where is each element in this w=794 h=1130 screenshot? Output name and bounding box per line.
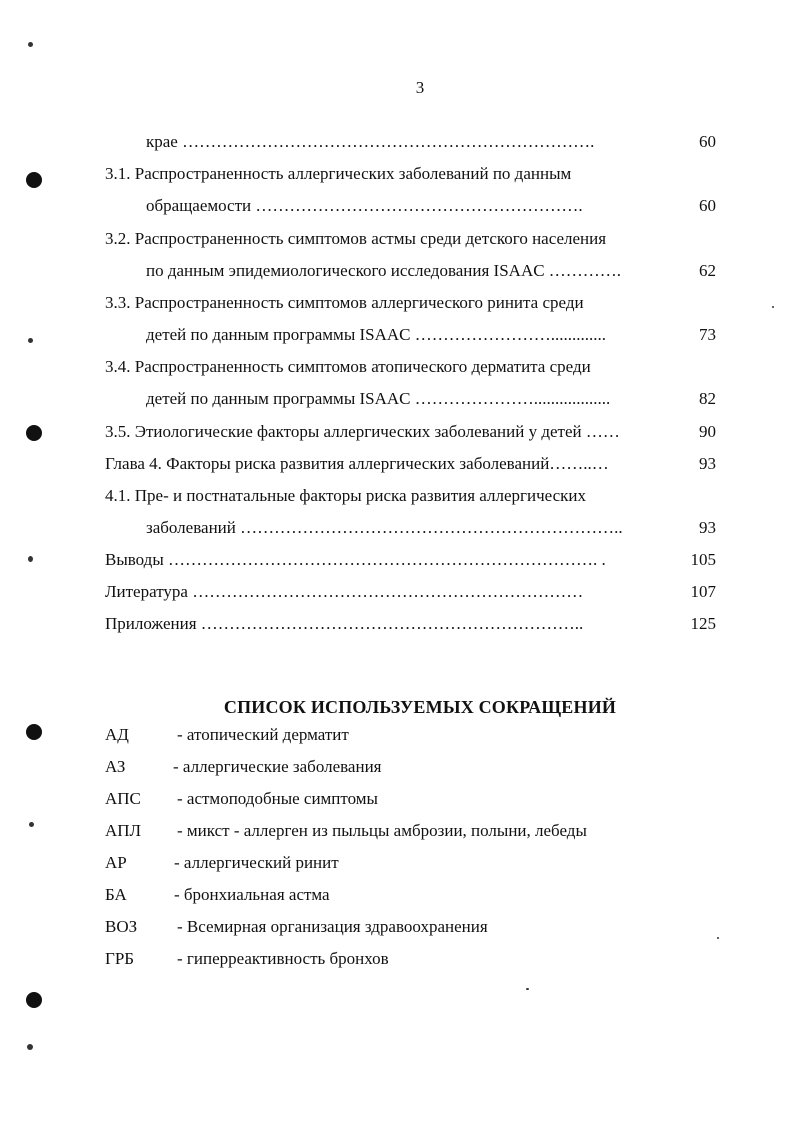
abbreviation-definition: - астмоподобные симптомы [177, 789, 378, 808]
binder-hole [26, 992, 42, 1008]
binder-hole [26, 172, 42, 188]
binder-hole [26, 724, 42, 740]
toc-entry-text: заболеваний ………………………………………………………….. [146, 518, 623, 537]
toc-entry-text: 3.2. Распространенность симптомов астмы среди детского населения [105, 229, 607, 248]
toc-entry-text: Литература …………………………………………………………… [105, 582, 584, 601]
scan-speck [28, 338, 33, 343]
toc-entry-page: 93 [699, 454, 716, 473]
toc-entry-page: 93 [699, 518, 716, 537]
abbreviation-code: АПС [105, 789, 141, 808]
toc-entry-page: 125 [690, 614, 716, 633]
toc-entry-page: 73 [699, 325, 716, 344]
abbreviation-code: АПЛ [105, 821, 142, 840]
abbreviation-definition: - гиперреактивность бронхов [177, 949, 389, 968]
toc-entry-page: 82 [699, 389, 716, 408]
scan-speck [29, 822, 34, 827]
toc-entry-page: 105 [690, 550, 716, 569]
toc-entry-text: 4.1. Пре- и постнатальные факторы риска развития аллергических [105, 486, 587, 505]
toc-entry-page: 90 [699, 422, 716, 441]
toc-entry-page: 107 [690, 582, 716, 601]
toc-entry-text: Приложения ………………………………………………………….. [105, 614, 584, 633]
toc-entry-text: 3.1. Распространенность аллергических заболеваний по данным [105, 164, 572, 183]
toc-entry-text: 3.5. Этиологические факторы аллергических заболеваний у детей …… [105, 422, 620, 441]
abbreviations-title: СПИСОК ИСПОЛЬЗУЕМЫХ СОКРАЩЕНИЙ [223, 697, 617, 717]
toc-entry-text: по данным эпидемиологического исследования ISAAC …………. [146, 261, 622, 280]
toc-entry-text: детей по данным программы ISAAC ……………………............. [146, 325, 606, 344]
scan-speck [28, 556, 33, 562]
page-number: 3 [415, 78, 425, 97]
binder-hole [26, 425, 42, 441]
scan-speck [717, 937, 719, 939]
abbreviation-definition: - бронхиальная астма [174, 885, 330, 904]
toc-entry-text: обращаемости …………………………………………………. [146, 196, 583, 215]
abbreviation-code: АР [105, 853, 127, 872]
abbreviation-definition: - атопический дерматит [177, 725, 349, 744]
scan-speck [772, 306, 774, 308]
abbreviation-definition: - Всемирная организация здравоохранения [177, 917, 488, 936]
abbreviation-code: БА [105, 885, 127, 904]
toc-entry-text: 3.3. Распространенность симптомов аллергического ринита среди [105, 293, 584, 312]
scan-speck [27, 1044, 33, 1050]
toc-entry-page: 60 [699, 196, 716, 215]
scan-speck [28, 42, 33, 47]
scan-speck [526, 988, 529, 990]
toc-entry-text: детей по данным программы ISAAC ………………….................. [146, 389, 611, 408]
toc-entry-page: 60 [699, 132, 716, 151]
abbreviation-definition: - аллергический ринит [174, 853, 339, 872]
abbreviation-code: ВОЗ [105, 917, 138, 936]
toc-entry-text: Глава 4. Факторы риска развития аллергических заболеваний……..… [105, 454, 609, 473]
toc-entry-text: 3.4. Распространенность симптомов атопического дерматита среди [105, 357, 591, 376]
abbreviation-code: ГРБ [105, 949, 135, 968]
abbreviation-definition: - микст - аллерген из пыльцы амброзии, полыни, лебеды [177, 821, 587, 840]
toc-entry-page: 62 [699, 261, 716, 280]
abbreviation-code: АД [105, 725, 129, 744]
toc-entry-text: крае ………………………………………………………………. [146, 132, 595, 151]
toc-entry-text: Выводы …………………………………………………………………. . [105, 550, 606, 569]
abbreviation-definition: - аллергические заболевания [173, 757, 382, 776]
abbreviation-code: АЗ [105, 757, 126, 776]
